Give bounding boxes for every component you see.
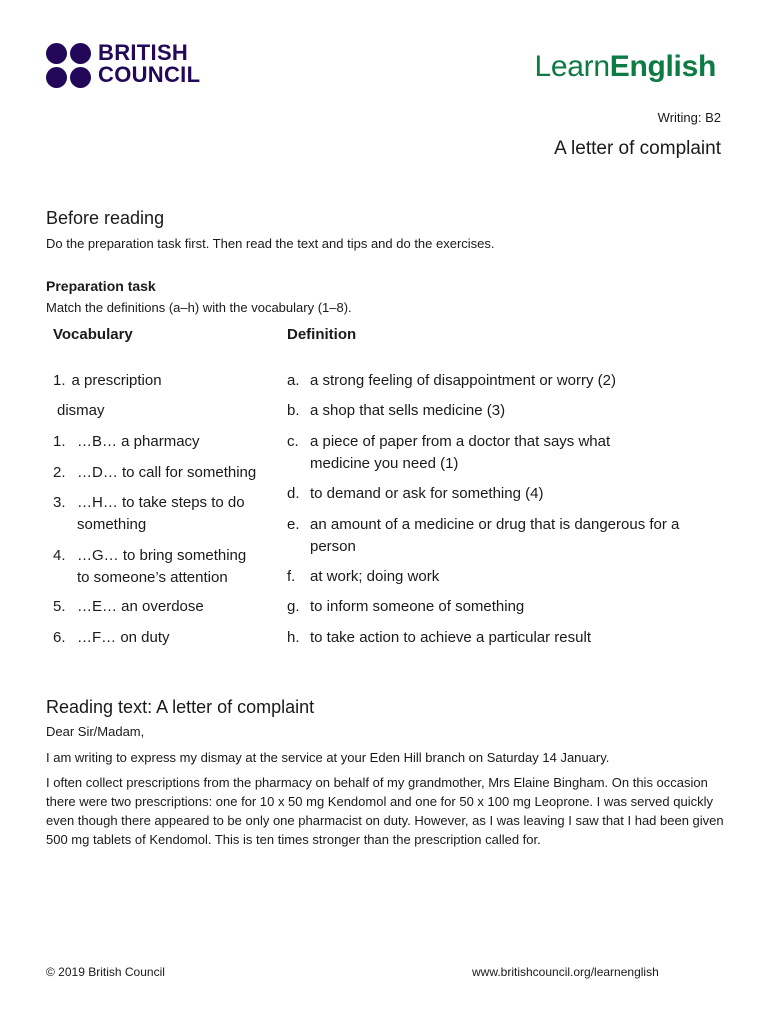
definition-item: g. to inform someone of something — [287, 598, 525, 615]
vocab-item: 1. a prescription — [53, 372, 162, 389]
vocab-item: 6. …F… on duty — [53, 629, 170, 646]
vocab-item: 4. …G… to bring something to someone’s attention — [53, 547, 247, 586]
definition-item: e. an amount of a medicine or drug that is dangerous for a person — [287, 516, 680, 555]
vocab-item: 2. …D… to call for something — [53, 464, 257, 481]
british-council-wordmark: BRITISH COUNCIL — [98, 40, 201, 87]
reading-text-heading: Reading text: A letter of complaint — [46, 697, 315, 717]
before-reading-instruction: Do the preparation task first. Then read the text and tips and do the exercises. — [46, 236, 495, 251]
prep-task-heading: Preparation task — [46, 278, 156, 294]
definition-item: b. a shop that sells medicine (3) — [287, 402, 506, 419]
letter-paragraph-1: I am writing to express my dismay at the service at your Eden Hill branch on Saturday 14 January. — [46, 750, 610, 765]
prep-task-instruction: Match the definitions (a–h) with the vocabulary (1–8). — [46, 300, 352, 315]
page-title: A letter of complaint — [554, 138, 721, 159]
salutation: Dear Sir/Madam, — [46, 724, 145, 739]
definition-item: d. to demand or ask for something (4) — [287, 485, 544, 502]
level-label: Writing: B2 — [657, 110, 721, 125]
learnenglish-logo: LearnEnglish — [534, 50, 716, 83]
letter-paragraph-2: I often collect prescriptions from the pharmacy on behalf of my grandmother, Mrs Elaine Bingham. On this occasion there were two prescriptions: one for 10 x 50 mg Kendomol and one for 50 x 100 mg Leoprone. I was served quickly even though there appeared to be only one pharmacist on duty. However, as I was leaving I saw that I had been given 500 mg tablets of Kendomol. This is ten times stronger than the prescription called for. — [46, 775, 724, 847]
definition-item: a. a strong feeling of disappointment or worry (2) — [287, 372, 616, 389]
british-council-logo — [46, 40, 216, 89]
definition-item: c. a piece of paper from a doctor that says what medicine you need (1) — [287, 433, 611, 472]
vocab-item: 1. …B… a pharmacy — [53, 433, 200, 450]
footer-url-link[interactable]: www.britishcouncil.org/learnenglish — [472, 965, 659, 979]
definition-column-header: Definition — [287, 326, 357, 343]
vocab-item: dismay — [57, 402, 105, 419]
vocab-item: 3. …H… to take steps to do something — [53, 494, 245, 533]
before-reading-heading: Before reading — [46, 208, 165, 228]
vocab-item: 5. …E… an overdose — [53, 598, 204, 615]
vocabulary-column-header: Vocabulary — [53, 326, 133, 343]
definition-item: h. to take action to achieve a particular result — [287, 629, 591, 646]
copyright: © 2019 British Council — [46, 965, 165, 979]
definition-item: f. at work; doing work — [287, 568, 440, 585]
british-council-dots-icon — [46, 43, 92, 89]
